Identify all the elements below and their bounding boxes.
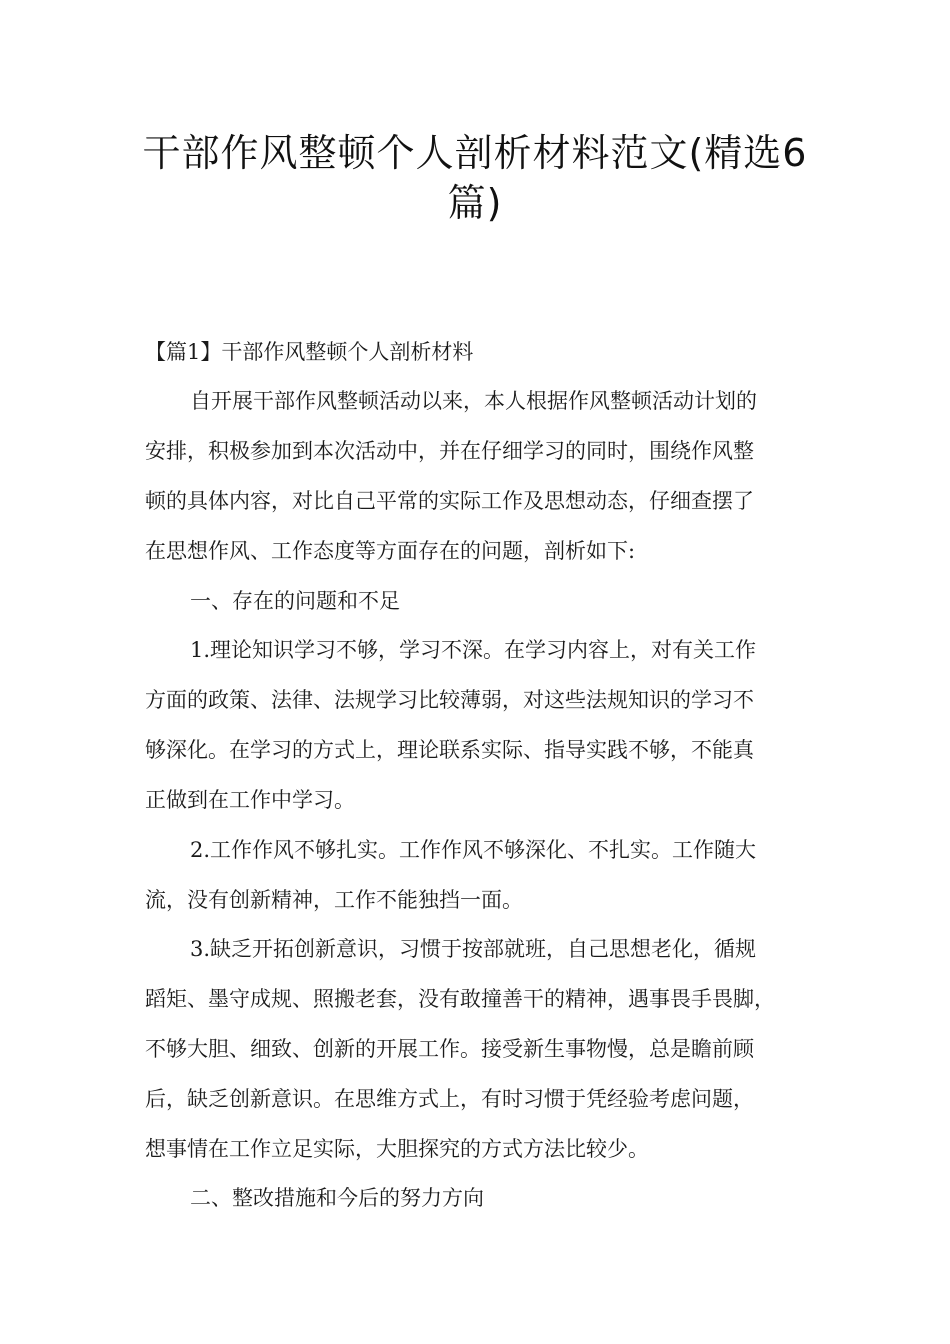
paragraph-line: 想事情在工作立足实际，大胆探究的方式方法比较少。 (145, 1137, 649, 1161)
paragraph-line: 够深化。在学习的方式上，理论联系实际、指导实践不够，不能真 (145, 738, 754, 762)
paragraph-line: 蹈矩、墨守成规、照搬老套，没有敢撞善干的精神，遇事畏手畏脚， (145, 987, 775, 1011)
paragraph-line: 1.理论知识学习不够，学习不深。在学习内容上，对有关工作 (190, 638, 757, 662)
paragraph-line: 流，没有创新精神，工作不能独挡一面。 (145, 888, 523, 912)
paragraph-line: 正做到在工作中学习。 (145, 788, 355, 812)
paragraph-line: 顿的具体内容，对比自己平常的实际工作及思想动态，仔细查摆了 (145, 489, 754, 513)
document-title (120, 128, 830, 228)
section-heading: 【篇1】干部作风整顿个人剖析材料 (145, 340, 474, 364)
paragraph-line: 后，缺乏创新意识。在思维方式上，有时习惯于凭经验考虑问题， (145, 1087, 754, 1111)
title-line-1: 干部作风整顿个人剖析材料范文(精选6 (142, 131, 808, 175)
title-line-2: 篇) (447, 181, 503, 225)
paragraph-line: 在思想作风、工作态度等方面存在的问题，剖析如下: (145, 539, 636, 563)
paragraph-line: 2.工作作风不够扎实。工作作风不够深化、不扎实。工作随大 (190, 838, 757, 862)
paragraph-line: 安排，积极参加到本次活动中，并在仔细学习的同时，围绕作风整 (145, 439, 754, 463)
paragraph-line: 方面的政策、法律、法规学习比较薄弱，对这些法规知识的学习不 (145, 688, 754, 712)
paragraph-line: 不够大胆、细致、创新的开展工作。接受新生事物慢，总是瞻前顾 (145, 1037, 754, 1061)
paragraph-line: 3.缺乏开拓创新意识，习惯于按部就班，自己思想老化，循规 (190, 937, 757, 961)
paragraph-line: 自开展干部作风整顿活动以来，本人根据作风整顿活动计划的 (190, 389, 757, 413)
subheading-measures: 二、整改措施和今后的努力方向 (190, 1186, 484, 1210)
subheading-problems: 一、存在的问题和不足 (190, 589, 400, 613)
